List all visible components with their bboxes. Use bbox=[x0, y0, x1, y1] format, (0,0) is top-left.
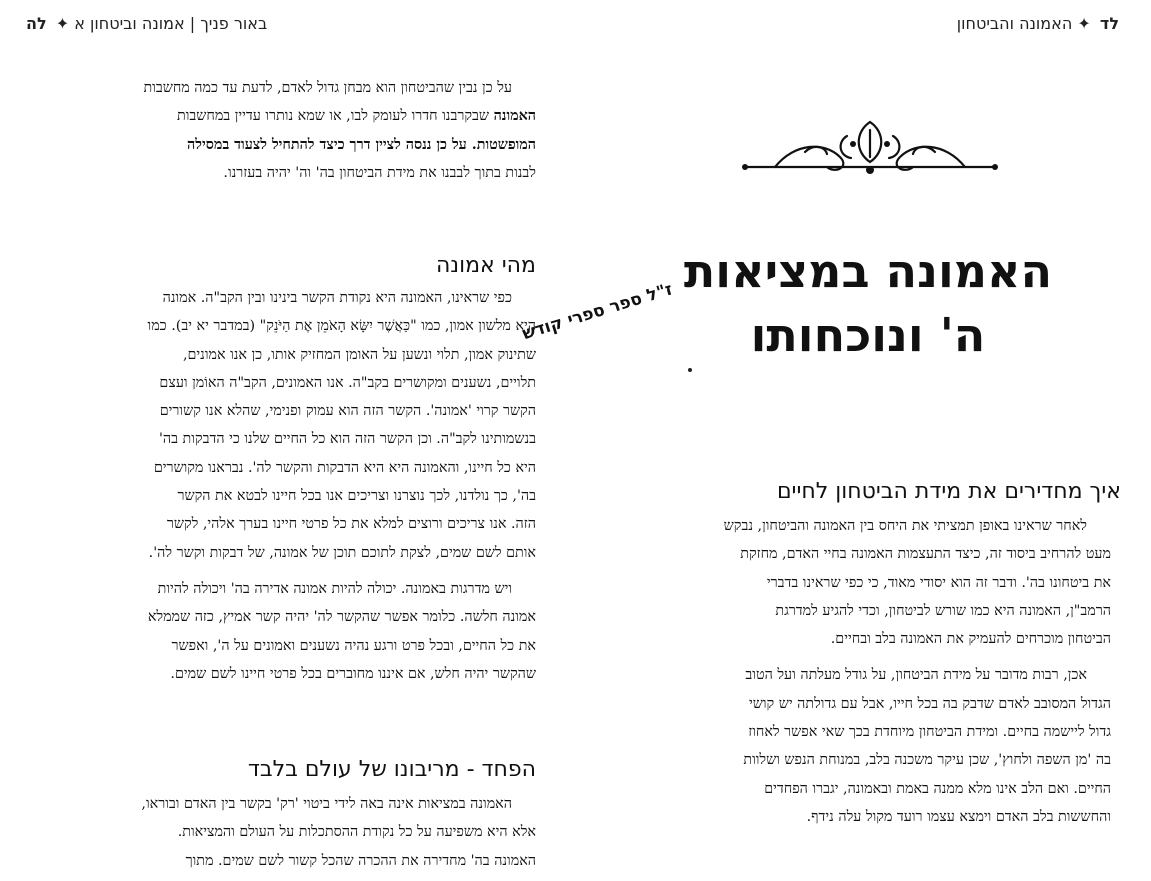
text-line: אמונה חלשה. כלומר אפשר שהקשר לה' יהיה קשר אמיץ, כזה שממלא bbox=[147, 609, 536, 626]
speck bbox=[688, 368, 692, 372]
chapter-title-line-2: ה' ונוכחותו bbox=[750, 308, 986, 362]
text-line: הזה. אנו צריכים ורוצים למלא את כל פרטי חיינו בערך אלהי, לקשר bbox=[166, 516, 536, 533]
right-page bbox=[585, 0, 1151, 881]
intro-line: על כן נבין שהביטחון הוא מבחן גדול לאדם, לדעת עד כמה מחשבות bbox=[143, 80, 512, 96]
ornament-flourish-icon bbox=[735, 112, 1005, 182]
text-line: והחששות בלב האדם וימצא עצמו רועד מקול עלה נידף. bbox=[806, 808, 1111, 825]
text-line: ויש מדרגות באמונה. יכולה להיות אמונה אדירה בה' ויכולה להיות bbox=[157, 580, 512, 597]
text-line: הרמב"ן, האמונה היא כמו שורש לביטחון, וכדי להגיע למדרגת bbox=[775, 602, 1111, 619]
text-line: בה', כך נולדנו, לכך נוצרנו וצריכים אנו בכל חיינו לבטא את הקשר bbox=[177, 488, 536, 505]
text-line: את ביטחונו בה'. ודבר זה הוא יסודי מאוד, כי כפי שראינו בדברי bbox=[766, 574, 1111, 591]
intro-line: המופשטות. על כן ננסה לציין דרך כיצד להתחיל לצעוד במסילה bbox=[187, 136, 536, 153]
text-line: אלא היא משפיעה על כל נקודת ההסתכלות על העולם והמציאות. bbox=[177, 824, 536, 841]
right-page-number: לד bbox=[1099, 14, 1119, 33]
text-line: אותם לשם שמים, לצקת לתוכם תוכן של אמונה, של דבקות וקשר לה'. bbox=[148, 544, 536, 561]
text-line: תלויים, נשענים ומקושרים בקב"ה. אנו האמונים, הקב"ה האוֹמן ועצם bbox=[159, 374, 536, 391]
intro-line: שבקרבנו חדרו לעומק לבו, או שמא נותרו עדיין במחשבות bbox=[176, 108, 490, 125]
text-line: בה 'מן השפה ולחוץ', שכן עיקר משכנה בלב, במנוחת הנפש ושלוות bbox=[743, 752, 1111, 769]
text-line: היא כל חיינו, והאמונה היא היא הדבקות והקשר לה'. נבראנו מקושרים bbox=[153, 459, 536, 476]
text-line: לאחר שראינו באופן תמציתי את היחס בין האמונה והביטחון, נבקש bbox=[723, 518, 1087, 534]
right-section-body bbox=[603, 512, 1111, 831]
heading-what-is-faith: מהי אמונה bbox=[435, 253, 536, 278]
right-running-head bbox=[957, 14, 1119, 33]
text-line: בנשמותינו לקב"ה. וכן הקשר הזה הוא כל החיים שלנו כי הדבקות בה' bbox=[158, 431, 536, 448]
text-line: אכן, רבות מדובר על מידת הביטחון, על גודל מעלתה ועל הטוב bbox=[745, 667, 1087, 684]
text-line: כפי שראינו, האמונה היא נקודת הקשר בינינו ובין הקב"ה. אמונה bbox=[162, 290, 512, 306]
left-page bbox=[0, 0, 566, 881]
text-line: גדול ליישמה בחיים. ומידת הביטחון מיוחדת בכך שאי אפשר לאחוז bbox=[748, 724, 1111, 741]
text-line: שהקשר יהיה חלש, אם איננו מחוברים בכל פרטי חיינו לשם שמים. bbox=[170, 665, 536, 682]
intro-bold-word: האמונה bbox=[493, 108, 536, 125]
text-line: היא מלשון אמון, כמו "כַּאֲשֶׁר יִשָּׂא הָאֹמֵן אֶת הַיֹּנֵק" (במדבר יא יב). כמו bbox=[147, 318, 536, 335]
intro-line: לבנות בתוך לבבנו את מידת הביטחון בה' וה' יהיה בעזרנו. bbox=[223, 164, 536, 181]
section1-body bbox=[26, 284, 536, 688]
left-page-number: לה bbox=[26, 14, 47, 33]
text-line: האמונה במציאות אינה באה לידי ביטוי 'רק' בקשר בין האדם ובוראו, bbox=[141, 796, 512, 812]
text-line: את כל החיים, ובכל פרט ורגע נהיה נשענים ואמונים על ה', ואפשר bbox=[171, 637, 536, 654]
intro-paragraph bbox=[26, 74, 536, 187]
watermark-stamp: ז"ל ספר ספרי קודש bbox=[520, 279, 675, 345]
chapter-title-line-1: האמונה במציאות bbox=[683, 244, 1053, 298]
heading-fear-only-god: הפחד - מריבונו של עולם בלבד bbox=[247, 757, 536, 782]
section1-paragraph-2 bbox=[26, 575, 536, 688]
text-line: הביטחון מוכרחים להעמיק את האמונה בלב ובחיים. bbox=[830, 631, 1111, 648]
diamond-icon: ✦ bbox=[1077, 14, 1091, 33]
right-paragraph-2 bbox=[603, 661, 1111, 831]
text-line: מעט להרחיב ביסוד זה, כיצד התעצמות האמונה בחיי האדם, מחזקת bbox=[740, 546, 1111, 563]
diamond-icon: ✦ bbox=[55, 14, 70, 33]
section1-paragraph-1 bbox=[26, 284, 536, 567]
heading-instilling-trust: איך מחדירים את מידת הביטחון לחיים bbox=[776, 479, 1121, 504]
left-header-title: באור פניך | אמונה וביטחון א bbox=[74, 14, 268, 33]
text-line: הקשר קרוי 'אמונה'. הקשר הזה הוא עמוק ופנימי, שהלא אנו קשורים bbox=[159, 403, 536, 420]
text-line: שתינוק אמון, תלוי ונשען על האומן המחזיק אותו, כן אנו אמונים, bbox=[182, 346, 536, 363]
text-line: החיים. ואם הלב אינו מלא ממנה באמת ובאמונה, יגברו הפחדים bbox=[764, 780, 1111, 797]
text-line: הגדול המסובב לאדם שדבק בה בכל חייו, אבל עם גדולתה יש קושי bbox=[749, 695, 1111, 712]
right-paragraph-1 bbox=[603, 512, 1111, 653]
left-running-head bbox=[26, 14, 267, 33]
right-header-title: האמונה והביטחון bbox=[956, 14, 1073, 33]
section2-body bbox=[26, 790, 536, 875]
text-line: האמונה בה' מחדירה את ההכרה שהכל קשור לשם שמים. מתוך bbox=[185, 852, 536, 869]
